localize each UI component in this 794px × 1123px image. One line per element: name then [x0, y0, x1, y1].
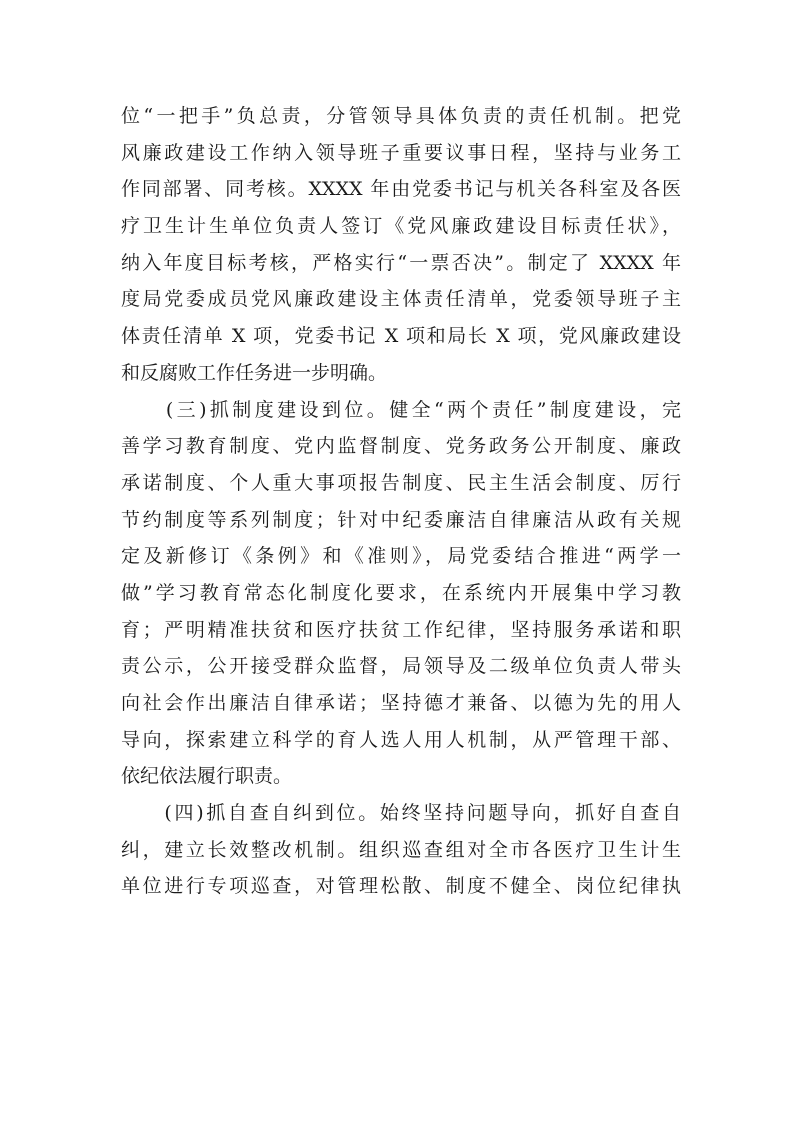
text-line: 纳入年度目标考核，严格实行“一票否决”。制定了 XXXX 年	[121, 251, 681, 274]
text-line: 体责任清单 X 项，党委书记 X 项和局长 X 项，党风廉政建设	[121, 325, 681, 348]
document-body	[121, 98, 681, 905]
text-line: 导向，探索建立科学的育人选人用人机制，从严管理干部、	[121, 728, 681, 751]
text-line: 承诺制度、个人重大事项报告制度、民主生活会制度、厉行	[121, 471, 681, 494]
text-line: 纠，建立长效整改机制。组织巡查组对全市各医疗卫生计生	[121, 838, 681, 861]
text-line: 作同部署、同考核。XXXX 年由党委书记与机关各科室及各医	[121, 178, 681, 201]
paragraph-end-line: 依纪依法履行职责。	[121, 765, 293, 788]
text-line: 向社会作出廉洁自律承诺；坚持德才兼备、以德为先的用人	[121, 692, 681, 714]
text-line: 位“一把手”负总责，分管领导具体负责的责任机制。把党	[121, 105, 681, 127]
text-line: 善学习教育制度、党内监督制度、党务政务公开制度、廉政	[121, 435, 681, 458]
text-line: 定及新修订《条例》和《准则》，局党委结合推进“两学一	[121, 545, 681, 568]
text-line: 责公示，公开接受群众监督，局领导及二级单位负责人带头	[121, 655, 681, 678]
text-line: 育；严明精准扶贫和医疗扶贫工作纪律，坚持服务承诺和职	[121, 618, 681, 641]
text-line: 风廉政建设工作纳入领导班子重要议事日程，坚持与业务工	[121, 141, 681, 164]
text-line: 度局党委成员党风廉政建设主体责任清单，党委领导班子主	[121, 288, 681, 311]
text-line: 做”学习教育常态化制度化要求，在系统内开展集中学习教	[121, 581, 681, 604]
section-heading-line: (四)抓自查自纠到位。始终坚持问题导向，抓好自查自	[121, 802, 681, 825]
text-line: 节约制度等系列制度；针对中纪委廉洁自律廉洁从政有关规	[121, 508, 681, 531]
paragraph-end-line: 和反腐败工作任务进一步明确。	[121, 361, 388, 384]
section-heading-line: (三)抓制度建设到位。健全“两个责任”制度建设，完	[121, 398, 681, 421]
text-line: 疗卫生计生单位负责人签订《党风廉政建设目标责任状》，	[121, 215, 681, 238]
text-line: 单位进行专项巡查，对管理松散、制度不健全、岗位纪律执	[121, 875, 681, 898]
